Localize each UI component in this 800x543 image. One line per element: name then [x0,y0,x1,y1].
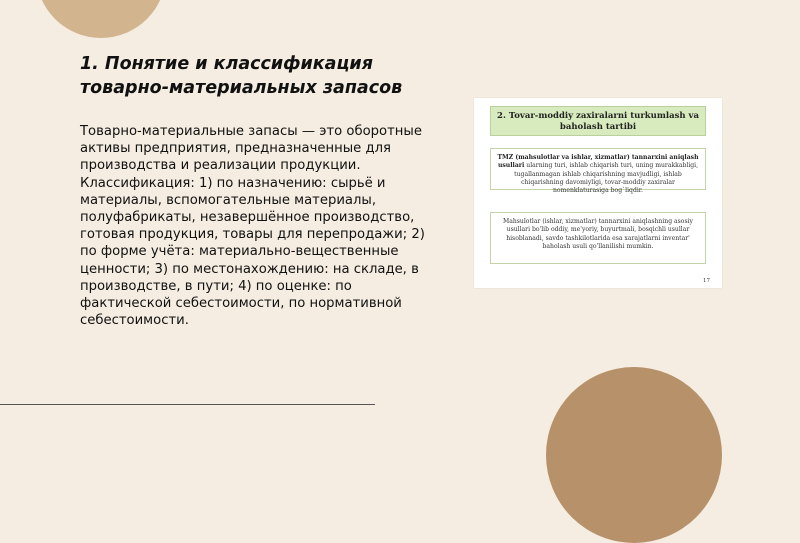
decorative-circle-bottom [546,367,722,543]
figure-box1-bold: TMZ (mahsulotlar va ishlar, xizmatlar) tannarxini aniqlash usullari [497,154,699,170]
figure-box1-text: ularning turi, ishlab chiqarish turi, uning murakkabligi, tugallanmagan ishlab chiqarishning mavjudligi, ishlab chiqarishning davomiyligi, tovar-moddiy zaxiralar nomenklaturasiga bog`liqdir. [514,162,699,195]
figure-box-cost-methods [490,148,706,195]
divider-line [0,404,375,405]
figure-page-number: 17 [703,278,710,284]
decorative-circle-top [36,0,166,38]
slide-title: 1. Понятие и классификация товарно-материальных запасов [80,54,403,98]
embedded-slide-image [474,98,722,288]
slide-body-text: Товарно-материальные запасы — это оборотные активы предприятия, предназначенные для производства и реализации продукции. Классификация: 1) по назначению: сырьё и материалы, вспомогательные материалы, полуфабрикаты, незавершённое производство, готовая продукция, товары для перепродажи; 2) по форме учёта: материально-вещественные ценности; 3) по местонахождению: на складе, в производстве, в пути; 4) по оценке: по фактической себестоимости, по нормативной себестоимости. [80,124,425,329]
figure-box-main-methods: Mahsulotlar (ishlar, xizmatlar) tannarxini aniqlashning asosiy usullari bo'lib oddiy, me'yoriy, buyurtmali, bosqichli usullar hisoblanadi, savdo tashkilotlarida esa xarajatlarni inventar' baholash usuli qo'llanilishi mumkin. [490,212,706,264]
figure-header: 2. Tovar-moddiy zaxiralarni turkumlash va baholash tartibi [490,106,706,136]
